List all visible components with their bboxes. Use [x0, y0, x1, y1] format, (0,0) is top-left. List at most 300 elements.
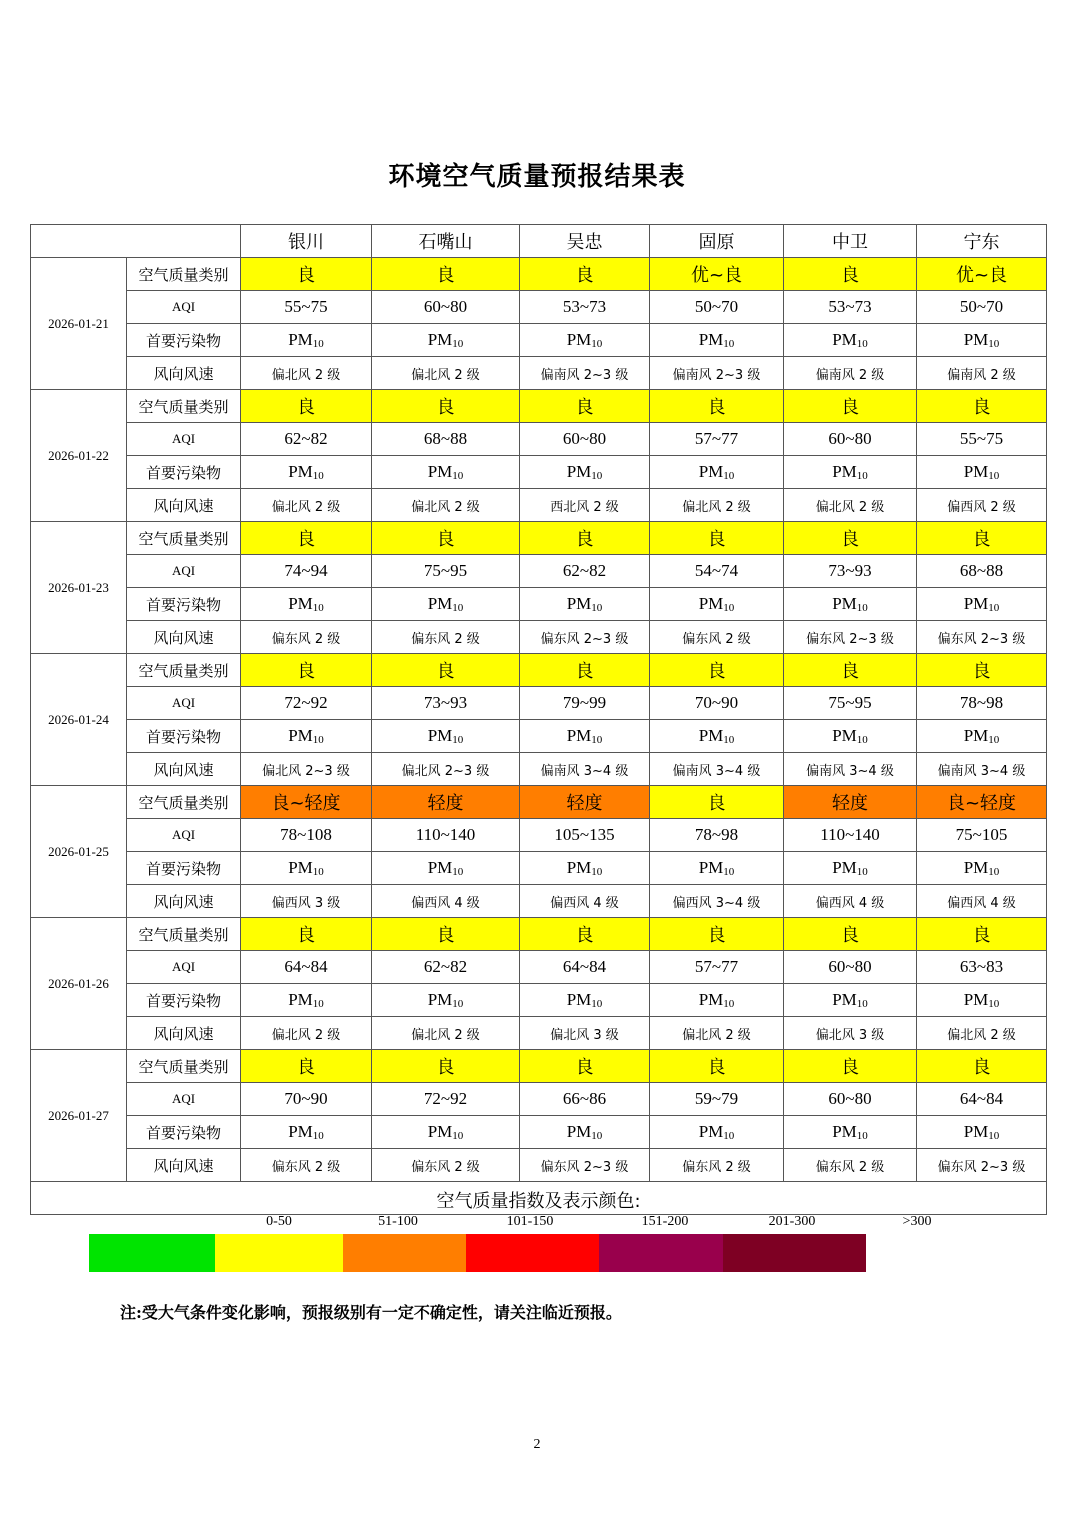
category-cell: 良 — [784, 258, 917, 291]
pollutant-base: PM — [963, 462, 989, 481]
pollutant-base: PM — [963, 726, 989, 745]
category-cell: 良 — [784, 522, 917, 555]
pollutant-base: PM — [698, 330, 724, 349]
wind-cell: 偏南风 3~4 级 — [784, 753, 917, 786]
aqi-cell: 68~88 — [917, 555, 1047, 588]
category-cell: 良 — [372, 1050, 520, 1083]
pollutant-cell — [784, 588, 917, 621]
table-row — [31, 390, 1047, 423]
pollutant-base: PM — [832, 594, 857, 613]
table-row — [31, 522, 1047, 555]
row-label-category: 空气质量类别 — [127, 654, 241, 687]
table-row — [31, 324, 1047, 357]
legend-swatch — [466, 1234, 599, 1272]
wind-cell: 偏东风 2~3 级 — [784, 621, 917, 654]
wind-cell: 偏西风 4 级 — [784, 885, 917, 918]
aqi-cell: 74~94 — [241, 555, 372, 588]
wind-cell: 偏北风 2 级 — [241, 489, 372, 522]
wind-cell: 偏南风 3~4 级 — [520, 753, 650, 786]
aqi-cell: 64~84 — [241, 951, 372, 984]
legend-title: 空气质量指数及表示颜色: — [436, 1191, 641, 1212]
pollutant-cell — [372, 852, 520, 885]
aqi-cell: 110~140 — [784, 819, 917, 852]
category-cell: 优~良 — [917, 258, 1047, 291]
pollutant-cell — [372, 588, 520, 621]
aqi-cell: 75~95 — [784, 687, 917, 720]
table-row — [31, 984, 1047, 1017]
pollutant-sub: 10 — [312, 866, 324, 878]
table-row — [31, 786, 1047, 819]
pollutant-sub: 10 — [452, 734, 464, 746]
row-label-wind: 风向风速 — [127, 357, 241, 390]
aqi-cell: 60~80 — [520, 423, 650, 456]
legend-range-label: 201-300 — [768, 1214, 816, 1229]
wind-cell: 偏北风 2 级 — [784, 489, 917, 522]
aqi-cell: 110~140 — [372, 819, 520, 852]
pollutant-base: PM — [427, 330, 453, 349]
row-label-pollutant: 首要污染物 — [127, 588, 241, 621]
aqi-cell: 105~135 — [520, 819, 650, 852]
pollutant-cell — [520, 984, 650, 1017]
table-row — [31, 291, 1047, 324]
pollutant-sub: 10 — [452, 602, 464, 614]
pollutant-base: PM — [963, 858, 989, 877]
pollutant-sub: 10 — [591, 338, 603, 350]
aqi-cell: 54~74 — [650, 555, 784, 588]
pollutant-sub: 10 — [723, 338, 735, 350]
pollutant-cell — [520, 1116, 650, 1149]
wind-cell: 偏北风 2 级 — [917, 1017, 1047, 1050]
category-cell: 优~良 — [650, 258, 784, 291]
pollutant-sub: 10 — [856, 470, 868, 482]
table-row — [31, 951, 1047, 984]
aqi-cell: 73~93 — [784, 555, 917, 588]
table-row — [31, 687, 1047, 720]
pollutant-sub: 10 — [591, 866, 603, 878]
pollutant-base: PM — [832, 858, 857, 877]
legend-range-labels — [31, 1214, 1046, 1232]
pollutant-sub: 10 — [723, 998, 735, 1010]
table-row — [31, 852, 1047, 885]
category-cell: 良 — [520, 522, 650, 555]
pollutant-cell — [650, 1116, 784, 1149]
pollutant-sub: 10 — [591, 998, 603, 1010]
pollutant-base: PM — [566, 858, 592, 877]
table-row — [31, 258, 1047, 291]
legend-range-label: 51-100 — [378, 1214, 418, 1229]
aqi-cell: 79~99 — [520, 687, 650, 720]
pollutant-base: PM — [698, 990, 724, 1009]
category-cell: 良 — [241, 258, 372, 291]
pollutant-cell — [241, 588, 372, 621]
table-row — [31, 1083, 1047, 1116]
category-cell: 良 — [917, 918, 1047, 951]
category-cell: 良 — [917, 522, 1047, 555]
pollutant-sub: 10 — [988, 734, 1000, 746]
row-label-category: 空气质量类别 — [127, 390, 241, 423]
pollutant-cell — [784, 720, 917, 753]
pollutant-sub: 10 — [312, 1130, 324, 1142]
pollutant-base: PM — [288, 726, 313, 745]
pollutant-sub: 10 — [988, 998, 1000, 1010]
wind-cell: 偏北风 2 级 — [650, 489, 784, 522]
aqi-cell: 78~98 — [650, 819, 784, 852]
table-row — [31, 918, 1047, 951]
category-cell: 良 — [372, 390, 520, 423]
wind-cell: 西北风 2 级 — [520, 489, 650, 522]
legend-swatch — [215, 1234, 343, 1272]
pollutant-sub: 10 — [988, 1130, 1000, 1142]
wind-cell: 偏南风 2~3 级 — [650, 357, 784, 390]
legend-swatch — [89, 1234, 215, 1272]
pollutant-sub: 10 — [856, 338, 868, 350]
wind-cell: 偏西风 4 级 — [372, 885, 520, 918]
forecast-date: 2026-01-22 — [31, 390, 127, 522]
pollutant-base: PM — [427, 594, 453, 613]
legend-range-label: >300 — [902, 1214, 932, 1229]
legend-range-label: 101-150 — [506, 1214, 554, 1229]
pollutant-base: PM — [427, 1122, 453, 1141]
pollutant-base: PM — [288, 330, 313, 349]
aqi-cell: 62~82 — [372, 951, 520, 984]
aqi-cell: 75~95 — [372, 555, 520, 588]
aqi-cell: 50~70 — [650, 291, 784, 324]
row-label-category: 空气质量类别 — [127, 522, 241, 555]
table-row — [31, 621, 1047, 654]
pollutant-sub: 10 — [452, 866, 464, 878]
wind-cell: 偏东风 2~3 级 — [917, 621, 1047, 654]
pollutant-sub: 10 — [312, 338, 324, 350]
legend-row — [31, 1182, 1047, 1215]
pollutant-sub: 10 — [452, 998, 464, 1010]
pollutant-cell — [650, 588, 784, 621]
pollutant-sub: 10 — [452, 470, 464, 482]
pollutant-cell — [650, 720, 784, 753]
pollutant-sub: 10 — [452, 338, 464, 350]
category-cell: 轻度 — [520, 786, 650, 819]
pollutant-cell — [372, 324, 520, 357]
city-header: 银川 — [241, 225, 372, 258]
pollutant-base: PM — [288, 594, 313, 613]
category-cell: 良 — [650, 522, 784, 555]
pollutant-sub: 10 — [723, 866, 735, 878]
aqi-cell: 57~77 — [650, 951, 784, 984]
pollutant-cell — [917, 1116, 1047, 1149]
row-label-category: 空气质量类别 — [127, 1050, 241, 1083]
pollutant-sub: 10 — [591, 734, 603, 746]
pollutant-cell — [784, 984, 917, 1017]
category-cell: 良 — [372, 258, 520, 291]
city-header: 宁东 — [917, 225, 1047, 258]
pollutant-base: PM — [832, 990, 857, 1009]
pollutant-base: PM — [963, 990, 989, 1009]
row-label-pollutant: 首要污染物 — [127, 984, 241, 1017]
aqi-cell: 75~105 — [917, 819, 1047, 852]
pollutant-cell — [241, 720, 372, 753]
wind-cell: 偏东风 2 级 — [241, 621, 372, 654]
pollutant-sub: 10 — [312, 734, 324, 746]
pollutant-base: PM — [288, 1122, 313, 1141]
row-label-category: 空气质量类别 — [127, 918, 241, 951]
pollutant-base: PM — [427, 858, 453, 877]
pollutant-sub: 10 — [988, 866, 1000, 878]
wind-cell: 偏北风 2~3 级 — [372, 753, 520, 786]
category-cell: 良 — [784, 390, 917, 423]
category-cell: 良 — [241, 654, 372, 687]
category-cell: 良 — [520, 918, 650, 951]
pollutant-sub: 10 — [452, 1130, 464, 1142]
category-cell: 良 — [241, 918, 372, 951]
pollutant-sub: 10 — [312, 998, 324, 1010]
category-cell: 良 — [520, 258, 650, 291]
row-label-wind: 风向风速 — [127, 621, 241, 654]
pollutant-sub: 10 — [591, 1130, 603, 1142]
row-label-wind: 风向风速 — [127, 885, 241, 918]
aqi-cell: 62~82 — [520, 555, 650, 588]
row-label-wind: 风向风速 — [127, 1149, 241, 1182]
aqi-cell: 68~88 — [372, 423, 520, 456]
wind-cell: 偏东风 2 级 — [650, 621, 784, 654]
pollutant-cell — [784, 1116, 917, 1149]
aqi-cell: 64~84 — [520, 951, 650, 984]
wind-cell: 偏北风 3 级 — [784, 1017, 917, 1050]
wind-cell: 偏北风 2 级 — [241, 1017, 372, 1050]
pollutant-sub: 10 — [591, 602, 603, 614]
pollutant-base: PM — [698, 726, 724, 745]
pollutant-sub: 10 — [856, 998, 868, 1010]
pollutant-base: PM — [566, 594, 592, 613]
table-row — [31, 819, 1047, 852]
table-row — [31, 720, 1047, 753]
row-label-category: 空气质量类别 — [127, 786, 241, 819]
row-label-wind: 风向风速 — [127, 489, 241, 522]
wind-cell: 偏东风 2~3 级 — [520, 621, 650, 654]
pollutant-sub: 10 — [312, 470, 324, 482]
aqi-cell: 60~80 — [784, 423, 917, 456]
legend-swatch — [343, 1234, 466, 1272]
pollutant-cell — [520, 588, 650, 621]
aqi-cell: 62~82 — [241, 423, 372, 456]
aqi-cell: 50~70 — [917, 291, 1047, 324]
wind-cell: 偏东风 2 级 — [372, 621, 520, 654]
pollutant-cell — [372, 1116, 520, 1149]
pollutant-cell — [650, 324, 784, 357]
row-label-aqi: AQI — [127, 951, 241, 984]
aqi-cell: 59~79 — [650, 1083, 784, 1116]
city-header: 吴忠 — [520, 225, 650, 258]
row-label-pollutant: 首要污染物 — [127, 720, 241, 753]
pollutant-base: PM — [427, 990, 453, 1009]
category-cell: 良 — [520, 390, 650, 423]
legend-swatch — [599, 1234, 723, 1272]
pollutant-base: PM — [832, 1122, 857, 1141]
table-row — [31, 1149, 1047, 1182]
wind-cell: 偏南风 2 级 — [917, 357, 1047, 390]
pollutant-cell — [241, 456, 372, 489]
pollutant-sub: 10 — [856, 866, 868, 878]
pollutant-sub: 10 — [988, 470, 1000, 482]
category-cell: 良 — [241, 1050, 372, 1083]
aqi-cell: 64~84 — [917, 1083, 1047, 1116]
category-cell: 良 — [372, 918, 520, 951]
pollutant-cell — [917, 984, 1047, 1017]
table-row — [31, 456, 1047, 489]
pollutant-cell — [520, 852, 650, 885]
wind-cell: 偏南风 3~4 级 — [917, 753, 1047, 786]
pollutant-base: PM — [566, 330, 592, 349]
wind-cell: 偏东风 2~3 级 — [917, 1149, 1047, 1182]
row-label-pollutant: 首要污染物 — [127, 456, 241, 489]
pollutant-base: PM — [963, 330, 989, 349]
aqi-cell: 72~92 — [372, 1083, 520, 1116]
city-header: 中卫 — [784, 225, 917, 258]
pollutant-cell — [372, 456, 520, 489]
pollutant-cell — [784, 324, 917, 357]
forecast-date: 2026-01-26 — [31, 918, 127, 1050]
aqi-cell: 72~92 — [241, 687, 372, 720]
pollutant-cell — [520, 324, 650, 357]
pollutant-base: PM — [832, 330, 857, 349]
forecast-date: 2026-01-24 — [31, 654, 127, 786]
table-row — [31, 423, 1047, 456]
wind-cell: 偏东风 2~3 级 — [520, 1149, 650, 1182]
row-label-pollutant: 首要污染物 — [127, 324, 241, 357]
pollutant-base: PM — [963, 1122, 989, 1141]
pollutant-cell — [917, 720, 1047, 753]
pollutant-sub: 10 — [856, 734, 868, 746]
table-row — [31, 357, 1047, 390]
row-label-aqi: AQI — [127, 1083, 241, 1116]
wind-cell: 偏北风 2 级 — [372, 489, 520, 522]
row-label-aqi: AQI — [127, 687, 241, 720]
wind-cell: 偏南风 3~4 级 — [650, 753, 784, 786]
category-cell: 良 — [520, 1050, 650, 1083]
pollutant-sub: 10 — [856, 602, 868, 614]
pollutant-base: PM — [963, 594, 989, 613]
pollutant-base: PM — [698, 594, 724, 613]
row-label-aqi: AQI — [127, 423, 241, 456]
category-cell: 良 — [241, 390, 372, 423]
wind-cell: 偏北风 2 级 — [372, 1017, 520, 1050]
row-label-pollutant: 首要污染物 — [127, 852, 241, 885]
pollutant-cell — [917, 456, 1047, 489]
table-row — [31, 654, 1047, 687]
row-label-aqi: AQI — [127, 291, 241, 324]
aqi-cell: 55~75 — [241, 291, 372, 324]
aqi-cell: 70~90 — [241, 1083, 372, 1116]
pollutant-base: PM — [427, 462, 453, 481]
pollutant-base: PM — [288, 858, 313, 877]
pollutant-base: PM — [566, 1122, 592, 1141]
category-cell: 良 — [650, 654, 784, 687]
table-row — [31, 1017, 1047, 1050]
row-label-aqi: AQI — [127, 819, 241, 852]
pollutant-base: PM — [566, 462, 592, 481]
wind-cell: 偏西风 4 级 — [917, 885, 1047, 918]
row-label-wind: 风向风速 — [127, 753, 241, 786]
aqi-cell: 57~77 — [650, 423, 784, 456]
aqi-legend — [31, 1182, 1047, 1229]
category-cell: 良 — [784, 918, 917, 951]
pollutant-sub: 10 — [591, 470, 603, 482]
category-cell: 良 — [917, 1050, 1047, 1083]
pollutant-cell — [650, 984, 784, 1017]
category-cell: 良 — [372, 522, 520, 555]
row-label-aqi: AQI — [127, 555, 241, 588]
table-row — [31, 1116, 1047, 1149]
aqi-cell: 55~75 — [917, 423, 1047, 456]
pollutant-base: PM — [427, 726, 453, 745]
forecast-table — [30, 224, 1047, 1229]
category-cell: 良 — [917, 390, 1047, 423]
page-title: 环境空气质量预报结果表 — [388, 162, 686, 192]
category-cell: 良~轻度 — [917, 786, 1047, 819]
wind-cell: 偏东风 2 级 — [241, 1149, 372, 1182]
pollutant-cell — [241, 1116, 372, 1149]
pollutant-sub: 10 — [723, 734, 735, 746]
pollutant-base: PM — [698, 1122, 724, 1141]
aqi-cell: 53~73 — [520, 291, 650, 324]
pollutant-sub: 10 — [723, 1130, 735, 1142]
pollutant-sub: 10 — [723, 470, 735, 482]
forecast-date: 2026-01-27 — [31, 1050, 127, 1182]
wind-cell: 偏北风 2 级 — [241, 357, 372, 390]
city-header: 石嘴山 — [372, 225, 520, 258]
pollutant-base: PM — [288, 990, 313, 1009]
pollutant-cell — [241, 852, 372, 885]
pollutant-base: PM — [698, 462, 724, 481]
table-row — [31, 588, 1047, 621]
wind-cell: 偏西风 3~4 级 — [650, 885, 784, 918]
wind-cell: 偏西风 2 级 — [917, 489, 1047, 522]
header-corner — [31, 225, 241, 258]
table-row — [31, 489, 1047, 522]
wind-cell: 偏东风 2 级 — [372, 1149, 520, 1182]
aqi-cell: 60~80 — [784, 1083, 917, 1116]
category-cell: 良 — [520, 654, 650, 687]
category-cell: 良 — [650, 786, 784, 819]
aqi-cell: 73~93 — [372, 687, 520, 720]
aqi-cell: 78~98 — [917, 687, 1047, 720]
pollutant-base: PM — [698, 858, 724, 877]
forecast-date: 2026-01-23 — [31, 522, 127, 654]
aqi-cell: 53~73 — [784, 291, 917, 324]
pollutant-base: PM — [566, 726, 592, 745]
city-header: 固原 — [650, 225, 784, 258]
aqi-cell: 60~80 — [784, 951, 917, 984]
category-cell: 良~轻度 — [241, 786, 372, 819]
pollutant-cell — [917, 852, 1047, 885]
pollutant-cell — [917, 588, 1047, 621]
category-cell: 良 — [784, 1050, 917, 1083]
page-number: 2 — [533, 1437, 541, 1452]
category-cell: 良 — [650, 1050, 784, 1083]
pollutant-cell — [650, 456, 784, 489]
pollutant-cell — [784, 456, 917, 489]
wind-cell: 偏南风 2 级 — [784, 357, 917, 390]
wind-cell: 偏北风 2~3 级 — [241, 753, 372, 786]
legend-range-label: 0-50 — [266, 1214, 292, 1229]
pollutant-cell — [241, 324, 372, 357]
pollutant-cell — [520, 720, 650, 753]
pollutant-cell — [241, 984, 372, 1017]
wind-cell: 偏东风 2 级 — [784, 1149, 917, 1182]
legend-swatch — [723, 1234, 866, 1272]
wind-cell: 偏西风 4 级 — [520, 885, 650, 918]
pollutant-cell — [372, 720, 520, 753]
pollutant-sub: 10 — [723, 602, 735, 614]
category-cell: 良 — [917, 654, 1047, 687]
